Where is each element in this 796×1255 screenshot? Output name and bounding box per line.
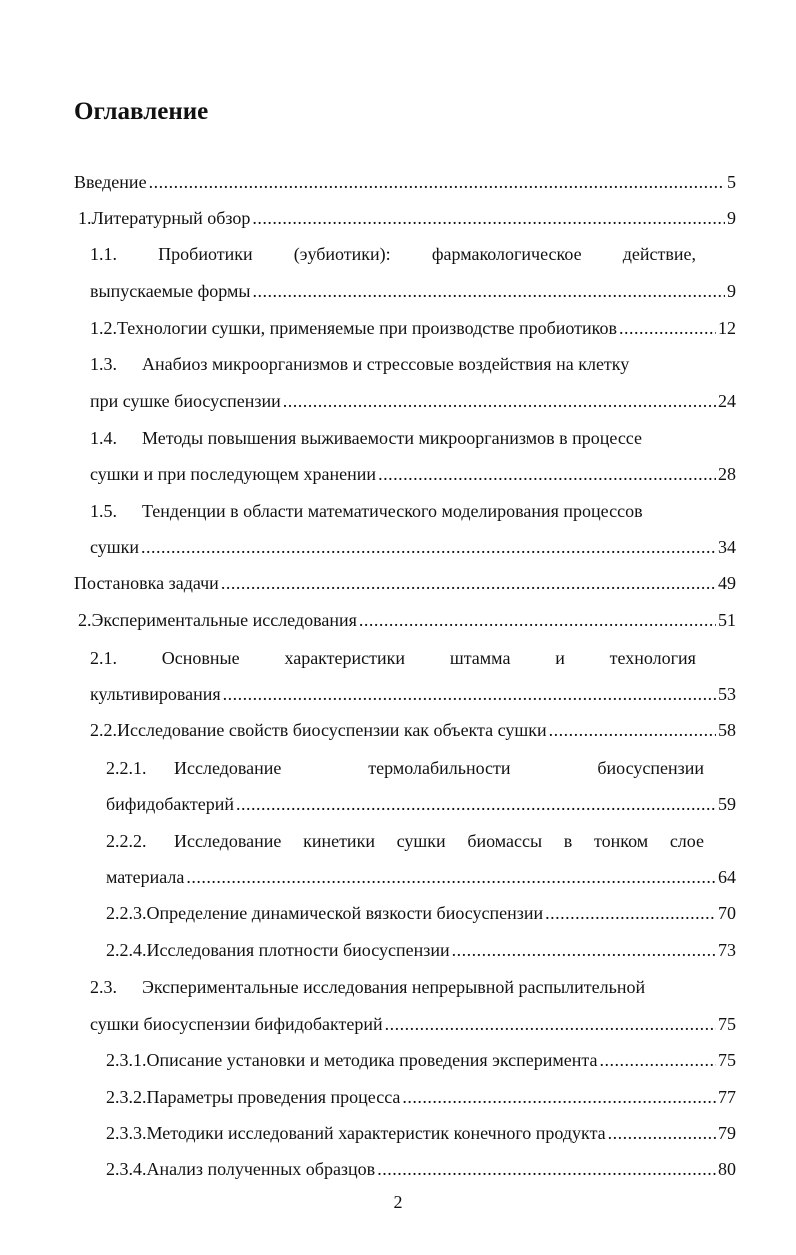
toc-entry-s2-3-3[interactable] <box>106 1121 736 1145</box>
toc-entry-s2-3-4[interactable] <box>106 1157 736 1181</box>
toc-word: характеристики <box>284 648 406 668</box>
toc-word: Основные <box>161 648 240 668</box>
toc-number: 2.2.3. <box>106 903 147 923</box>
toc-word: биосуспензии <box>597 758 704 778</box>
toc-word: Пробиотики <box>158 244 253 264</box>
toc-entry-s1-3[interactable] <box>90 352 696 376</box>
toc-page: 9 <box>727 208 736 228</box>
toc-leader <box>600 1048 717 1072</box>
toc-leader <box>545 901 716 925</box>
toc-leader <box>141 535 716 559</box>
toc-entry-text: Исследование кинетики сушки биомассы в тонком слое <box>174 831 704 851</box>
toc-entry-text: Определение динамической вязкости биосуспензии <box>146 903 544 923</box>
toc-entry-s2-2-1[interactable] <box>106 756 704 780</box>
toc-entry-s2-3-2[interactable] <box>106 1085 736 1109</box>
toc-leader <box>252 206 725 230</box>
toc-entry-text: Тенденции в области математического моделирования процессов <box>142 501 643 521</box>
toc-leader <box>359 608 716 632</box>
toc-entry-s2-2-1-cont[interactable] <box>106 792 736 816</box>
toc-page: 77 <box>718 1087 736 1107</box>
toc-entry-s2-3[interactable] <box>90 975 696 999</box>
toc-leader <box>149 170 725 194</box>
toc-entry-s2-2-2[interactable] <box>106 829 704 853</box>
toc-page: 49 <box>718 573 736 593</box>
toc-page: 73 <box>718 940 736 960</box>
toc-leader <box>619 316 716 340</box>
toc-page: 79 <box>718 1123 736 1143</box>
toc-number: 2.3.3. <box>106 1123 147 1143</box>
toc-number: 2.2.1. <box>106 758 147 778</box>
toc-entry-s2-3-1[interactable] <box>106 1048 736 1072</box>
toc-entry-text: Экспериментальные исследования <box>91 610 357 630</box>
toc-page: 53 <box>718 684 736 704</box>
toc-number: 2.3.2. <box>106 1087 147 1107</box>
toc-number: 1.5. <box>90 501 117 521</box>
toc-leader <box>402 1085 716 1109</box>
toc-leader <box>221 571 716 595</box>
toc-number: 1.3. <box>90 354 117 374</box>
toc-entry-text: Методы повышения выживаемости микроорганизмов в процессе <box>142 428 643 448</box>
toc-page: 5 <box>727 172 736 192</box>
toc-page: 64 <box>718 867 736 887</box>
toc-entry-s2-2-4[interactable] <box>106 938 736 962</box>
toc-number: 1. <box>78 208 92 228</box>
toc-number: 1.2. <box>90 318 117 338</box>
toc-word: и <box>555 648 565 668</box>
toc-leader <box>253 279 725 303</box>
toc-page: 28 <box>718 464 736 484</box>
toc-entry-text: сушки <box>90 537 139 557</box>
toc-number: 2.2. <box>90 720 117 740</box>
toc-entry-text: Описание установки и методика проведения эксперимента <box>146 1050 598 1070</box>
page-title: Оглавление <box>74 98 209 125</box>
toc-entry-text: Постановка задачи <box>74 573 219 593</box>
toc-number: 2.3.4. <box>106 1159 147 1179</box>
toc-entry-s1-4-cont[interactable] <box>90 462 736 486</box>
toc-page: 59 <box>718 794 736 814</box>
toc-entry-s2-2-2-cont[interactable] <box>106 865 736 889</box>
toc-leader <box>283 389 716 413</box>
toc-entry-text: Анабиоз микроорганизмов и стрессовые воздействия на клетку <box>142 354 630 374</box>
toc-entry-intro[interactable] <box>74 170 736 194</box>
toc-entry-s2-3-cont[interactable] <box>90 1012 736 1036</box>
toc-leader <box>377 1157 716 1181</box>
page-number: 2 <box>393 1192 403 1212</box>
toc-number: 2. <box>78 610 92 630</box>
toc-page: 75 <box>718 1014 736 1034</box>
toc-leader <box>608 1121 716 1145</box>
toc-entry-text: Анализ полученных образцов <box>146 1159 376 1179</box>
toc-page: 51 <box>718 610 736 630</box>
toc-entry-text: выпускаемые формы <box>90 281 251 301</box>
toc-word: фармакологическое <box>431 244 582 264</box>
toc-entry-text: при сушке биосуспензии <box>90 391 281 411</box>
toc-number: 2.3.1. <box>106 1050 147 1070</box>
toc-number: 2.1. <box>90 648 117 668</box>
toc-page: 80 <box>718 1159 736 1179</box>
toc-entry-text: Технологии сушки, применяемые при производстве пробиотиков <box>117 318 618 338</box>
toc-number: 1.4. <box>90 428 117 448</box>
toc-entry-s2-2-3[interactable] <box>106 901 736 925</box>
toc-number: 2.2.4. <box>106 940 147 960</box>
toc-entry-s1-5-cont[interactable] <box>90 535 736 559</box>
toc-number-group <box>106 756 281 780</box>
toc-page: 12 <box>718 318 736 338</box>
toc-entry-text: сушки биосуспензии бифидобактерий <box>90 1014 383 1034</box>
toc-leader <box>186 865 716 889</box>
toc-number: 2.3. <box>90 977 117 997</box>
toc-page: 24 <box>718 391 736 411</box>
toc-word: технология <box>609 648 696 668</box>
toc-entry-s2-1-cont[interactable] <box>90 682 736 706</box>
toc-entry-text: культивирования <box>90 684 221 704</box>
toc-entry-text: материала <box>106 867 185 887</box>
toc-leader <box>452 938 716 962</box>
toc-leader <box>549 718 716 742</box>
toc-entry-text: бифидобактерий <box>106 794 235 814</box>
toc-entry-s2-2[interactable] <box>90 718 736 742</box>
toc-entry-s1-2[interactable] <box>90 316 736 340</box>
toc-entry-s1-3-cont[interactable] <box>90 389 736 413</box>
toc-entry-ch2[interactable] <box>78 608 736 632</box>
toc-number: 1.1. <box>90 244 117 264</box>
toc-entry-s1-4[interactable] <box>90 426 696 450</box>
toc-leader <box>385 1012 716 1036</box>
toc-page: 75 <box>718 1050 736 1070</box>
toc-entry-text: Параметры проведения процесса <box>146 1087 401 1107</box>
toc-page: 70 <box>718 903 736 923</box>
toc-entry-text: Исследование свойств биосуспензии как объекта сушки <box>117 720 547 740</box>
toc-entry-s1-5[interactable] <box>90 499 696 523</box>
toc-entry-s1-1[interactable] <box>90 242 696 266</box>
toc-entry-s1-1-cont[interactable] <box>90 279 736 303</box>
toc-entry-s2-1[interactable] <box>90 646 696 670</box>
toc-entry-text: Введение <box>74 172 147 192</box>
toc-entry-text: сушки и при последующем хранении <box>90 464 377 484</box>
toc-leader <box>236 792 716 816</box>
toc-entry-text: Исследования плотности биосуспензии <box>146 940 450 960</box>
toc-word: Исследование <box>174 758 282 778</box>
toc-entry-text: Методики исследований характеристик конечного продукта <box>146 1123 606 1143</box>
toc-word: штамма <box>449 648 511 668</box>
toc-page: 34 <box>718 537 736 557</box>
toc-entry-ch1[interactable] <box>78 206 736 230</box>
toc-entry-task[interactable] <box>74 571 736 595</box>
toc-page: 9 <box>727 281 736 301</box>
toc-entry-text: Экспериментальные исследования непрерывной распылительной <box>142 977 646 997</box>
toc-number: 2.2.2. <box>106 831 147 851</box>
toc-leader <box>378 462 716 486</box>
toc-entry-text: Литературный обзор <box>91 208 251 228</box>
toc-page: 58 <box>718 720 736 740</box>
toc-leader <box>223 682 716 706</box>
toc-word: (эубиотики): <box>293 244 391 264</box>
toc-word: действие, <box>622 244 696 264</box>
toc-word: термолабильности <box>368 758 511 778</box>
